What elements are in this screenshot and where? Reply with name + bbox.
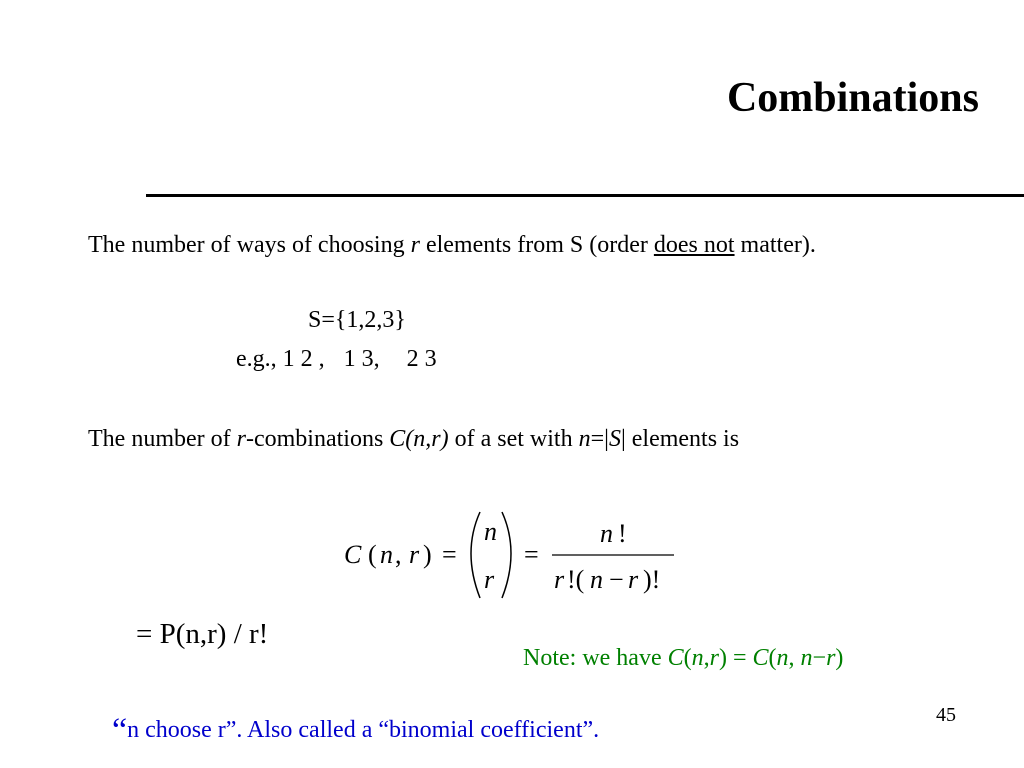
text: , [788,645,801,671]
text: The number of ways of choosing [88,232,411,258]
example-set: S={1,2,3} [308,307,406,333]
frac-den-n: n [590,565,603,594]
n: n [800,645,813,671]
text: The number of [88,426,237,452]
text: =| [590,426,609,452]
frac-den-r: r [554,565,565,594]
c-n-r: C(n,r) [389,426,449,452]
lhs-r: r [409,540,420,569]
open-quote: “ [112,712,128,749]
binomial-coefficient-caption [112,712,599,750]
count-paragraph [88,426,739,453]
text: ) [835,645,844,671]
title-divider [146,194,1024,197]
text: ) = [718,645,753,671]
underlined-does-not: does not [653,232,735,258]
example-combinations [236,346,437,373]
combination-formula [330,500,690,608]
text: -combinations [245,426,390,452]
text: matter). [734,232,816,258]
n: n [776,645,789,671]
equals-2: = [524,540,539,569]
binom-right-paren [502,512,511,598]
permutation-equality: = P(n,r) / r! [136,618,269,650]
var-r: r [410,232,420,258]
r: r [709,645,719,671]
text: , [703,645,710,671]
frac-den-r2: r [628,565,639,594]
lhs-n: n [380,540,393,569]
equals-1: = [442,540,457,569]
page-number: 45 [936,704,956,726]
binom-bottom-r: r [484,565,495,594]
frac-num-bang: ! [618,519,627,548]
var-s: S [608,426,621,452]
frac-num-n: n [600,519,613,548]
frac-den-close-bang: )! [643,565,661,594]
binom-left-paren [471,512,480,598]
text: | elements is [620,426,740,452]
lhs-close-paren: ) [423,540,432,569]
c: C [667,645,684,671]
text: Note: we have [523,645,668,671]
example-item-3: 2 3 [406,346,437,372]
lhs-comma: , [395,540,402,569]
text: − [812,645,827,671]
example-item-1: e.g., 1 2 , [236,346,325,372]
text: ( [683,645,692,671]
symmetry-note [523,645,843,672]
text: of a set with [448,426,579,452]
text: elements from S (order [419,232,654,258]
frac-den-bang-open: !( [567,565,585,594]
definition-paragraph [88,228,868,262]
var-n: n [578,426,591,452]
caption-text: n choose r”. Also called a “binomial coefficient”. [127,717,600,743]
example-item-2: 1 3, [343,346,380,372]
lhs-open-paren: ( [368,540,377,569]
n: n [691,645,704,671]
c: C [752,645,769,671]
frac-den-minus: − [609,565,624,594]
r: r [826,645,836,671]
slide-title: Combinations [726,75,979,121]
binom-top-n: n [484,517,497,546]
text: ( [768,645,777,671]
lhs-c: C [344,540,362,569]
var-r: r [236,426,246,452]
